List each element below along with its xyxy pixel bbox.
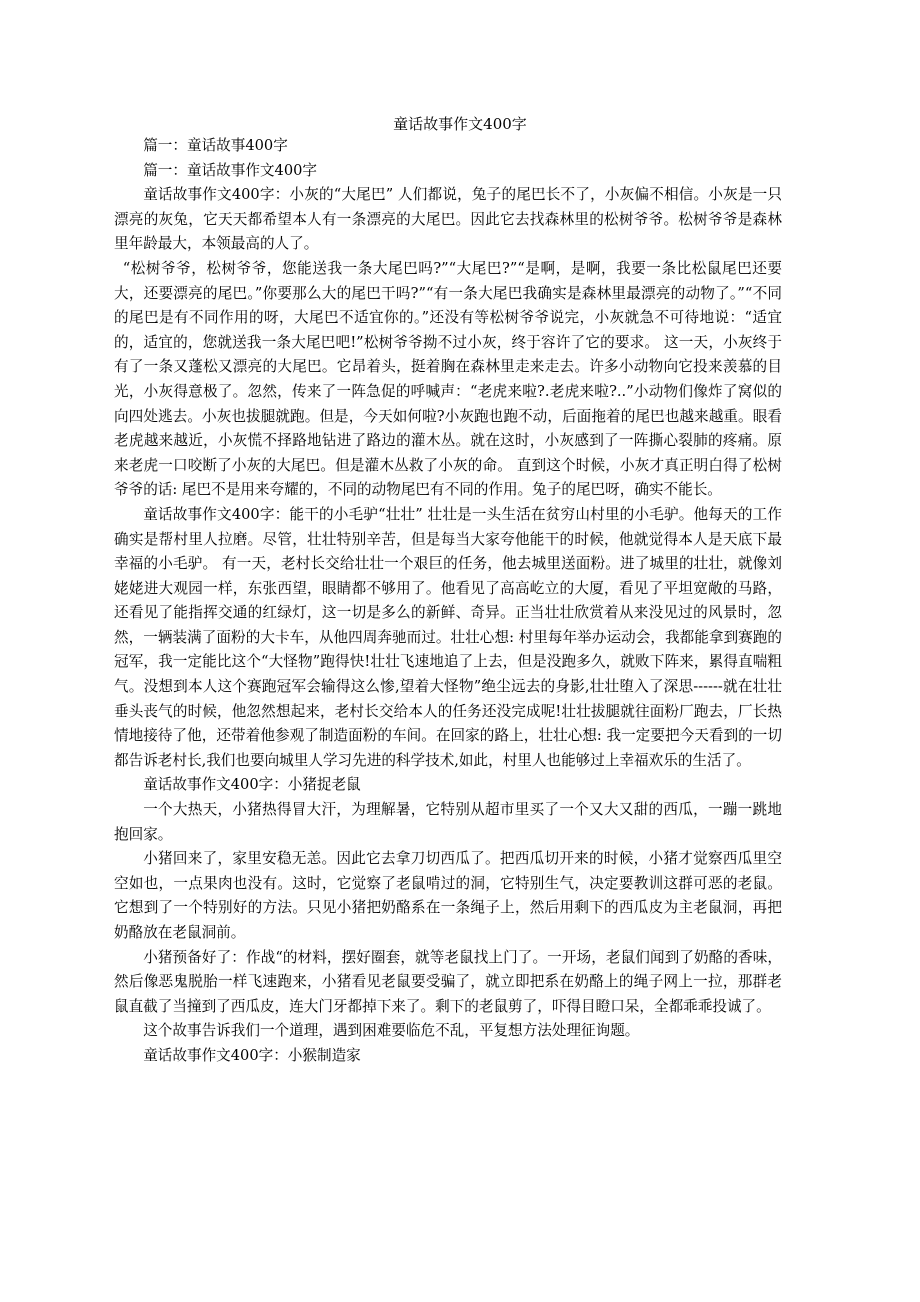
paragraph-moral: 这个故事告诉我们一个道理，遇到困难要临危不乱，平复想方法处理征询题。 — [143, 1022, 640, 1040]
paragraph-story-pig: 小猪回来了，家里安稳无恙。因此它去拿刀切西瓜了。把西瓜切开来的时候，小猪才觉察西瓜里空空如也，一点果肉也没有。这时，它觉察了老鼠啃过的洞，它特别生气，决定要教训这群可恶的老鼠。它想到了一个特别好的方法。只见小猪把奶酪系在一条绳子上，然后用剩下的西瓜皮为主老鼠洞，再把奶酪放在老鼠洞前。 — [114, 850, 782, 941]
paragraph-story-heading: 童话故事作文400字：小猪捉老鼠 — [143, 776, 361, 794]
paragraph-section-heading: 篇一：童话故事作文400字 — [143, 161, 317, 179]
document-body — [114, 134, 782, 1069]
paragraph-story-donkey: 童话故事作文400字：能干的小毛驴“壮壮” 壮壮是一头生活在贫穷山村里的小毛驴。他每天的工作确实是帮村里人拉磨。尽管，壮壮特别辛苦，但是每当大家夸他能干的时候，他就觉得本人是天底下最幸福的小毛驴。 有一天，老村长交给壮壮一个艰巨的任务，他去城里送面粉。进了城里的壮壮，就像刘姥姥进大观园一样，东张西望，眼睛都不够用了。他看见了高高屹立的大厦，看见了平坦宽敞的马路，还看见了能指挥交通的红绿灯，这一切是多么的新鲜、奇异。正当壮壮欣赏着从来没见过的风景时，忽然，一辆装满了面粉的大卡车，从他四周奔驰而过。壮壮心想: 村里每年举办运动会，我都能拿到赛跑的冠军，我一定能比这个“大怪物”跑得快!壮壮飞速地追了上去，但是没跑多久，就败下阵来，累得直喘粗气。没想到本人这个赛跑冠军会输得这么惨,望着大怪物”绝尘远去的身影,壮壮堕入了深思------就在壮壮垂头丧气的时候，他忽然想起来，老村长交给本人的任务还没完成呢!壮壮拔腿就往面粉厂跑去，厂长热情地接待了他，还带着他参观了制造面粉的车间。在回家的路上，壮壮心想: 我一定要把今天看到的一切都告诉老村长,我们也要向城里人学习先进的科学技术,如此，村里人也能够过上幸福欢乐的生活了。 — [114, 505, 782, 769]
document-title: 童话故事作文400字 — [393, 115, 527, 133]
paragraph-story-body: “松树爷爷，松树爷爷，您能送我一条大尾巴吗?”“大尾巴?”“是啊，是啊，我要一条比松鼠尾巴还要大，还要漂亮的尾巴。”你要那么大的尾巴干吗?”“有一条大尾巴我确实是森林里最漂亮的动物了。”“不同的尾巴是有不同作用的呀，大尾巴不适宜你的。”还没有等松树爷爷说完，小灰就急不可待地说：“适宜的，适宜的，您就送我一条大尾巴吧!”松树爷爷拗不过小灰，终于容许了它的要求。 这一天，小灰终于有了一条又蓬松又漂亮的大尾巴。它昂着头，挺着胸在森林里走来走去。许多小动物向它投来羡慕的目光，小灰得意极了。忽然，传来了一阵急促的呼喊声：“老虎来啦?.老虎来啦?..”小动物们像炸了窝似的向四处逃去。小灰也拔腿就跑。但是，今天如何啦?小灰跑也跑不动，后面拖着的尾巴也越来越重。眼看老虎越来越近，小灰慌不择路地钻进了路边的灌木丛。就在这时，小灰感到了一阵撕心裂肺的疼痛。原来老虎一口咬断了小灰的大尾巴。但是灌木丛救了小灰的命。 直到这个时候，小灰才真正明白得了松树爷爷的话: 尾巴不是用来夸耀的，不同的动物尾巴有不同的作用。兔子的尾巴呀，确实不能长。 — [114, 259, 782, 499]
paragraph-story-heading: 童话故事作文400字：小猴制造家 — [143, 1046, 361, 1064]
paragraph-story-intro: 童话故事作文400字：小灰的“大尾巴” 人们都说，兔子的尾巴长不了，小灰偏不相信。小灰是一只漂亮的灰兔，它天天都希望本人有一条漂亮的大尾巴。因此它去找森林里的松树爷爷。松树爷爷是森林里年龄最大，本领最高的人了。 — [114, 186, 782, 253]
paragraph-story-pig: 一个大热天，小猪热得冒大汗，为理解暑，它特别从超市里买了一个又大又甜的西瓜，一蹦一跳地抱回家。 — [114, 801, 782, 843]
paragraph-section-heading: 篇一：童话故事400字 — [143, 137, 288, 154]
paragraph-story-pig: 小猪预备好了：作战“的材料，摆好圈套，就等老鼠找上门了。一开场，老鼠们闻到了奶酪的香味，然后像恶鬼脱胎一样飞速跑来，小猪看见老鼠要受骗了，就立即把系在奶酪上的绳子网上一拉，那群老鼠直截了当撞到了西瓜皮，连大门牙都掉下来了。剩下的老鼠剪了，吓得目瞪口呆，全都乖乖投诚了。 — [114, 948, 782, 1015]
